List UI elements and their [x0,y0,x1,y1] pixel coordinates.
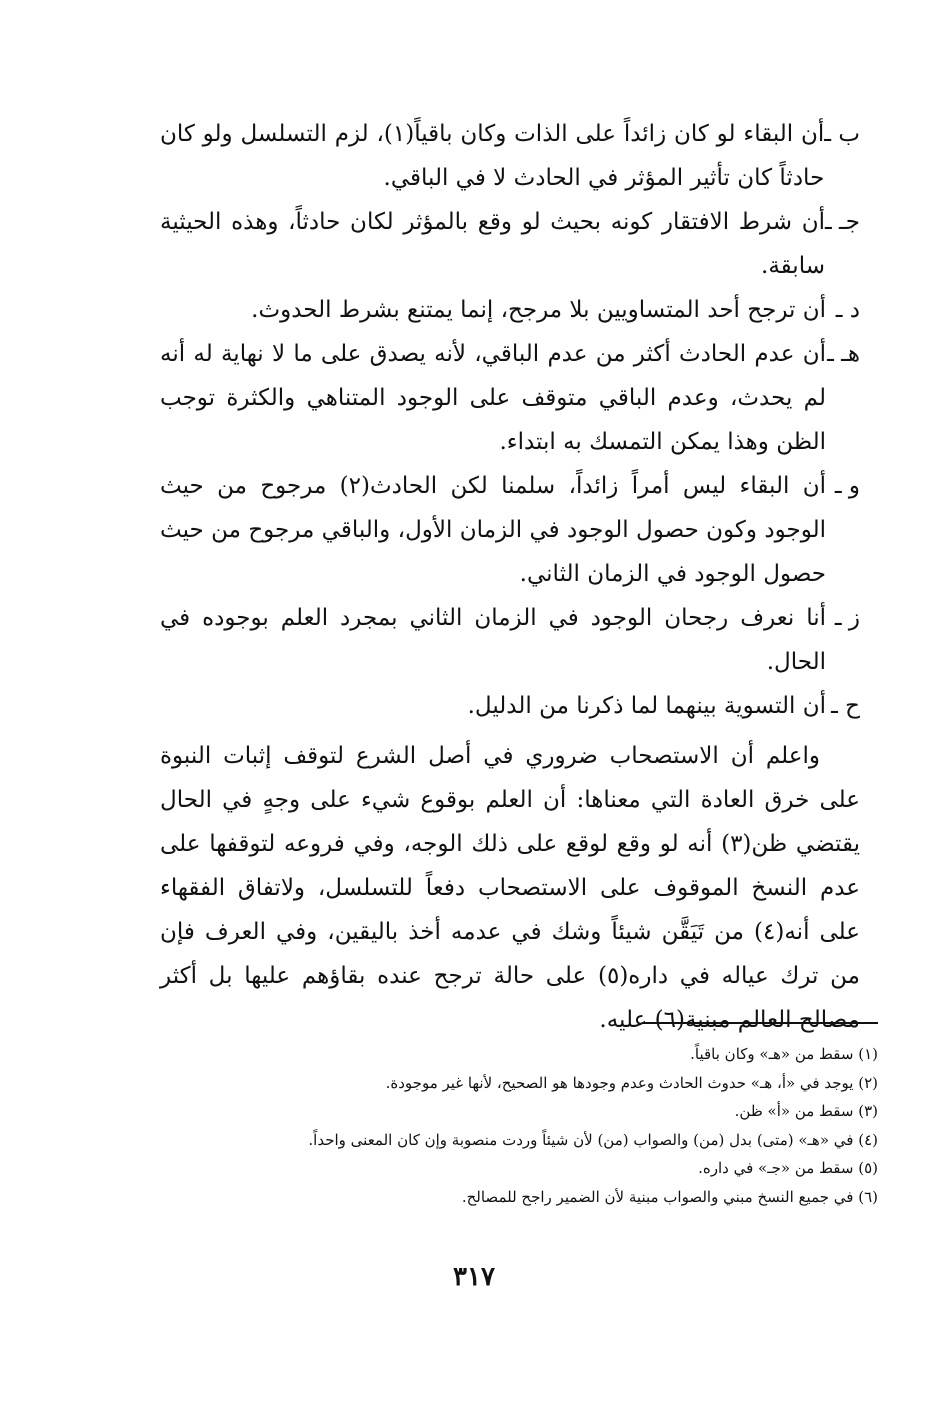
item-marker: ح ـ [831,693,860,719]
item-marker: د ـ [835,297,860,323]
list-item [160,288,860,332]
list-item [160,332,860,464]
footnote-separator [643,1022,878,1024]
item-marker: ب ـ [824,121,860,147]
item-marker: هـ ـ [827,341,860,367]
item-text: أن ترجح أحد المتساويين بلا مرجح، إنما يمتنع بشرط الحدوث. [251,297,826,323]
footnote: (١) سقط من «هـ» وكان باقياً. [690,1045,878,1063]
item-text: أن عدم الحادث أكثر من عدم الباقي، لأنه يصدق على ما لا نهاية له أنه لم يحدث، وعدم الباقي متوقف على الوجود المتناهي والكثرة توجب الظن وهذا يمكن التمسك به ابتداء. [160,341,826,455]
page-number: ٣١٧ [453,1262,495,1292]
item-text: أن البقاء ليس أمراً زائداً، سلمنا لكن الحادث(٢) مرجوح من حيث الوجود وكون حصول الوجود في الزمان الأول، والباقي مرجوح من حيث حصول الوجود في الزمان الثاني. [160,473,826,587]
list-item [160,200,860,288]
item-text: أنا نعرف رجحان الوجود في الزمان الثاني بمجرد العلم بوجوده في الحال. [160,605,826,675]
item-marker: ز ـ [834,605,860,631]
footnote: (٣) سقط من «أ» ظن. [734,1102,878,1120]
item-text: أن التسوية بينهما لما ذكرنا من الدليل. [467,693,826,719]
footnotes [160,1040,878,1211]
footnote: (٦) في جميع النسخ مبني والصواب مبنية لأن الضمير راجح للمصالح. [461,1187,878,1206]
footnote: (٢) يوجد في «أ، هـ» حدوث الحادث وعدم وجودها هو الصحيح، لأنها غير موجودة. [385,1073,878,1092]
page-body [160,112,860,1065]
item-marker: و ـ [834,473,860,499]
body-paragraph: واعلم أن الاستصحاب ضروري في أصل الشرع لتوقف إثبات النبوة على خرق العادة التي معناها: أن العلم بوقوع شيء على وجهٍ في الحال يقتضي ظن(٣) أنه لو وقع لوقع على ذلك الوجه، وفي فروعه لتوقفها على عدم النسخ الموقوف على الاستصحاب دفعاً للتسلسل، ولاتفاق الفقهاء على أنه(٤) من تَيَقَّن شيئاً وشك في عدمه أخذ باليقين، وفي العرف فإن من ترك عياله في داره(٥) على حالة ترجح عنده بقاؤهم عليها بل أكثر مصالح العالم مبنية(٦) عليه. [160,743,861,1033]
list-item [160,596,860,684]
list-item [160,464,860,596]
list-item [160,684,860,728]
item-text: أن شرط الافتقار كونه بحيث لو وقع بالمؤثر لكان حادثاً، وهذه الحيثية سابقة. [160,209,825,279]
footnote: (٥) سقط من «جـ» في داره. [698,1159,878,1177]
item-text: أن البقاء لو كان زائداً على الذات وكان باقياً(١)، لزم التسلسل ولو كان حادثاً كان تأثير المؤثر في الحادث لا في الباقي. [160,121,825,191]
item-marker: جـ ـ [824,209,860,235]
list-item [160,112,860,200]
footnote: (٤) في «هـ» (متى) بدل (من) والصواب (من) لأن شيئاً وردت منصوبة وإن كان المعنى واحداً. [308,1130,878,1149]
